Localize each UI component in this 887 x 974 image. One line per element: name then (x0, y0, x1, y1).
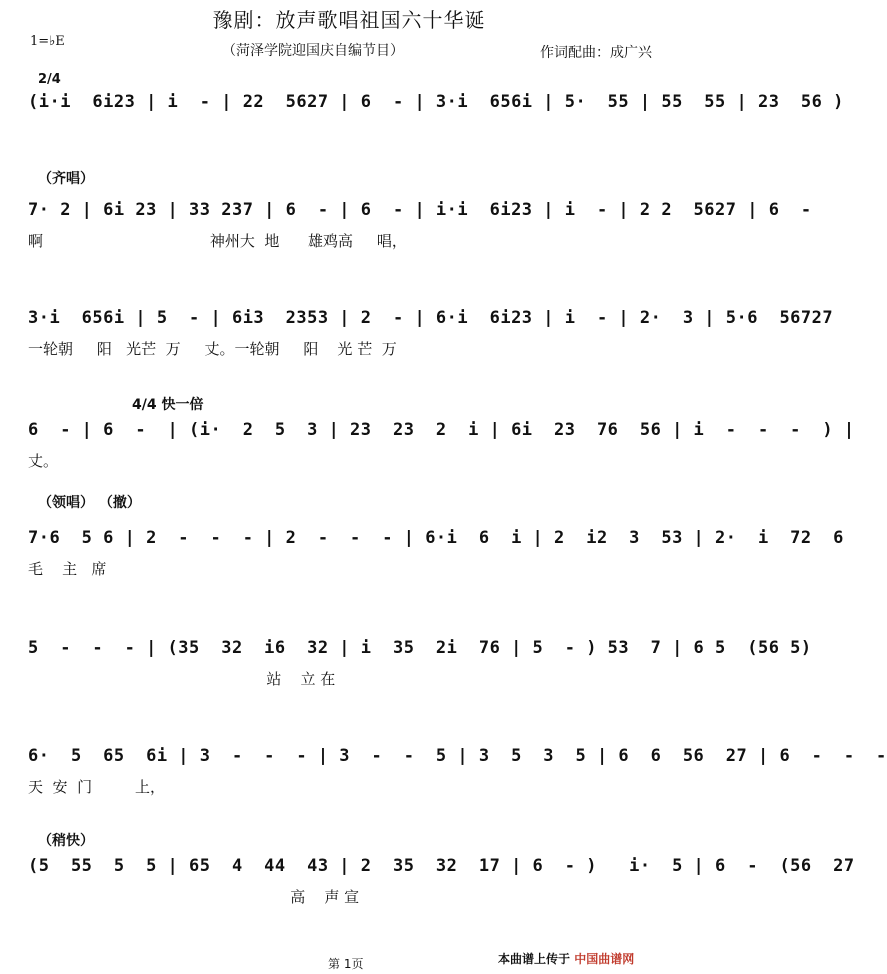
notation: 3·i 656i | 5 - | 6i3 2353 | 2 - | 6·i 6i23 | i - | 2· 3 | 5·6 56727 (28, 308, 834, 328)
score-line (28, 638, 812, 688)
key-signature: 1=♭E (30, 34, 65, 49)
score-line (28, 308, 834, 358)
notation: 6· 5 65 6i | 3 - - - | 3 - - 5 | 3 5 3 5 | 6 6 56 27 | 6 - - - (28, 746, 887, 766)
score-line (28, 420, 855, 470)
lyrics: 高 声 宣 (28, 888, 360, 906)
upload-note: 本曲谱上传于 (498, 952, 571, 966)
site-credit (498, 950, 634, 967)
section-mark: （领唱） （撤） (38, 495, 141, 511)
notation: (i·i 6i23 | i - | 22 5627 | 6 - | 3·i 656i | 5· 55 | 55 55 | 23 56 ) (28, 92, 844, 112)
notation: 5 - - - | (35 32 i6 32 | i 35 2i 76 | 5 - ) 53 7 | 6 5 (56 5) (28, 638, 812, 658)
lyrics: 丈。 (28, 452, 59, 470)
section-mark: （齐唱） (38, 171, 94, 187)
composer-credit: 作词配曲：成广兴 (540, 45, 652, 61)
score-line (28, 200, 812, 250)
time-signature: 2/4 (38, 72, 61, 87)
score-subtitle: （菏泽学院迎国庆自编节目） (222, 43, 404, 59)
section-mark: （稍快） (38, 833, 94, 849)
site-logo: 中国曲谱网 (574, 952, 635, 966)
score-title: 豫剧：放声歌唱祖国六十华诞 (212, 8, 486, 32)
score-line (28, 856, 855, 906)
lyrics: 毛 主 席 (28, 560, 107, 578)
notation: 7· 2 | 6i 23 | 33 237 | 6 - | 6 - | i·i 6i23 | i - | 2 2 5627 | 6 - (28, 200, 812, 220)
lyrics: 一轮朝 阳 光芒 万 丈。一轮朝 阳 光 芒 万 (28, 340, 397, 358)
score-line (28, 746, 887, 796)
notation: 6 - | 6 - | (i· 2 5 3 | 23 23 2 i | 6i 23 76 56 | i - - - ) | (28, 420, 855, 440)
score-line (28, 92, 844, 118)
score-line (28, 528, 844, 578)
lyrics: 啊 神州大 地 雄鸡高 唱， (28, 232, 407, 250)
lyrics: 天 安 门 上， (28, 778, 165, 796)
notation: 7·6 5 6 | 2 - - - | 2 - - - | 6·i 6 i | 2 i2 3 53 | 2· i 72 6 (28, 528, 844, 548)
lyrics: 站 立 在 (28, 670, 336, 688)
page-number: 第 1页 (328, 957, 364, 971)
section-mark: 4/4 快一倍 (132, 397, 204, 413)
notation: (5 55 5 5 | 65 4 44 43 | 2 35 32 17 | 6 - ) i· 5 | 6 - (56 27 (28, 856, 855, 876)
